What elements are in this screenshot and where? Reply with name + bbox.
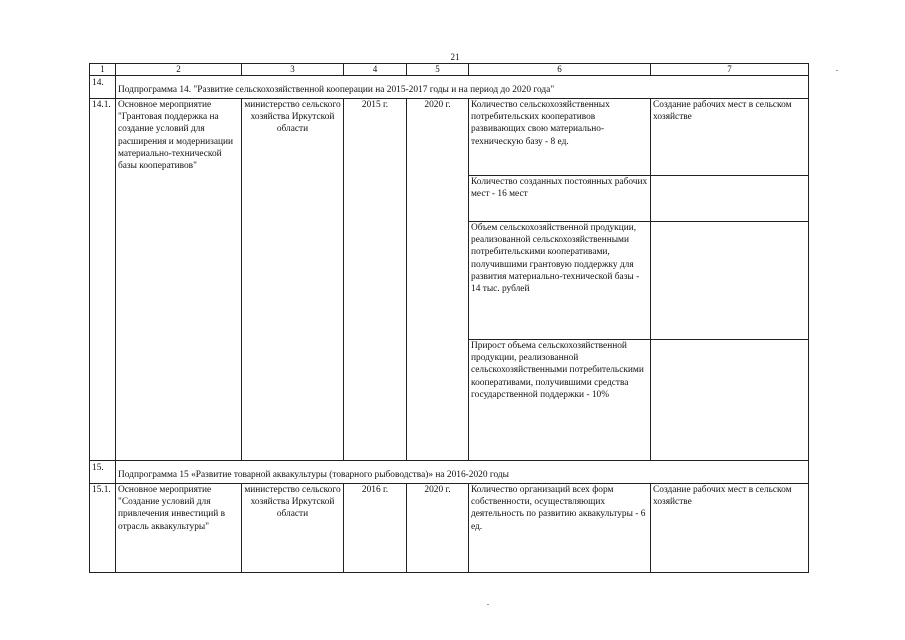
column-number-row xyxy=(90,64,809,76)
activity-14-1-executor: министерство сельского хозяйства Иркутской области xyxy=(242,99,344,461)
activity-14-1-number: 14.1. xyxy=(90,99,116,461)
scan-speck xyxy=(487,604,489,605)
activity-14-1-start: 2015 г. xyxy=(344,99,407,461)
indicator-14-1-a: Количество сельскохозяйственных потребительских кооперативов развивающих свою материально-техническую базу - 8 ед. xyxy=(469,99,651,176)
activity-15-1-number: 15.1. xyxy=(90,484,116,573)
result-14-1-c-empty xyxy=(651,222,809,340)
subprogram-15-row xyxy=(90,461,809,484)
col-header-6: 6 xyxy=(469,64,651,76)
activity-14-1-description: Основное мероприятие "Грантовая поддержка на создание условий для расширения и модернизации материально-технической базы кооперативов" xyxy=(116,99,242,461)
activity-15-1-start: 2016 г. xyxy=(344,484,407,573)
result-14-1: Создание рабочих мест в сельском хозяйстве xyxy=(651,99,809,176)
activity-15-1-description: Основное мероприятие "Создание условий для привлечения инвестиций в отрасль аквакультуры" xyxy=(116,484,242,573)
col-header-4: 4 xyxy=(344,64,407,76)
subprogram-15-number: 15. xyxy=(90,461,116,484)
program-table xyxy=(89,63,809,573)
col-header-2: 2 xyxy=(116,64,242,76)
indicator-14-1-b: Количество созданных постоянных рабочих мест - 16 мест xyxy=(469,176,651,222)
subprogram-15-title: Подпрограмма 15 «Развитие товарной аквакультуры (товарного рыбоводства)» на 2016-2020 годы xyxy=(116,461,809,484)
result-14-1-b-empty xyxy=(651,176,809,222)
subprogram-14-row xyxy=(90,76,809,99)
col-header-5: 5 xyxy=(407,64,469,76)
scan-speck xyxy=(836,70,838,71)
subprogram-14-number: 14. xyxy=(90,76,116,99)
activity-15-1-row xyxy=(90,484,809,573)
subprogram-14-title: Подпрограмма 14. "Развитие сельскохозяйственной кооперации на 2015-2017 годы и на период до 2020 года" xyxy=(116,76,809,99)
indicator-14-1-d: Прирост объема сельскохозяйственной продукции, реализованной сельскохозяйственными потребительскими кооперативами, получившими средства государственной поддержки - 10% xyxy=(469,340,651,461)
activity-14-1-row xyxy=(90,99,809,176)
activity-14-1-end: 2020 г. xyxy=(407,99,469,461)
col-header-3: 3 xyxy=(242,64,344,76)
result-15-1: Создание рабочих мест в сельском хозяйстве xyxy=(651,484,809,573)
col-header-7: 7 xyxy=(651,64,809,76)
indicator-15-1: Количество организаций всех форм собственности, осуществляющих деятельность по развитию аквакультуры - 6 ед. xyxy=(469,484,651,573)
activity-15-1-end: 2020 г. xyxy=(407,484,469,573)
activity-15-1-executor: министерство сельского хозяйства Иркутской области xyxy=(242,484,344,573)
page-number: 21 xyxy=(450,52,460,62)
result-14-1-d-empty xyxy=(651,340,809,461)
indicator-14-1-c: Объем сельскохозяйственной продукции, реализованной сельскохозяйственными потребительскими кооперативами, получившими грантовую поддержку для развития материально-технической базы - 14 тыс. рублей xyxy=(469,222,651,340)
col-header-1: 1 xyxy=(90,64,116,76)
